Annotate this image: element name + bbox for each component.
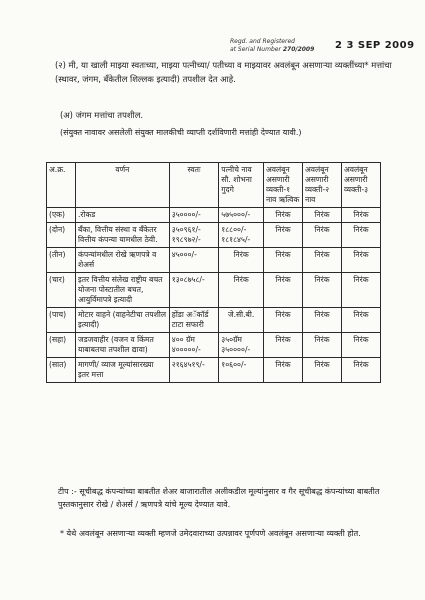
cell-dependent-2: निरंक bbox=[302, 248, 341, 273]
cell-dependent-1: निरंक bbox=[264, 208, 303, 223]
stamp-date: 2 3 SEP 2009 bbox=[335, 40, 415, 51]
cell-dependent-3: निरंक bbox=[341, 273, 380, 308]
col-header-serial: अ.क्र. bbox=[47, 163, 76, 208]
table-row bbox=[47, 208, 381, 223]
cell-self: ४०० ग्रॅम ४०००००/- bbox=[169, 333, 218, 358]
cell-serial: (तीन) bbox=[47, 248, 76, 273]
cell-serial: (चार) bbox=[47, 273, 76, 308]
table-row bbox=[47, 273, 381, 308]
cell-description: .रोकड bbox=[75, 208, 169, 223]
cell-serial: (दोन) bbox=[47, 223, 76, 248]
table-header-row bbox=[47, 163, 381, 208]
cell-dependent-3: निरंक bbox=[341, 208, 380, 223]
cell-serial: (सात) bbox=[47, 358, 76, 383]
cell-self: ३५००००/- bbox=[169, 208, 218, 223]
cell-spouse: १८८००/- १८१८४५/- bbox=[219, 223, 264, 248]
cell-self: १३०८७५८/- bbox=[169, 273, 218, 308]
section-heading: (अ) जंगम मत्तांचा तपशील. bbox=[60, 110, 144, 120]
col-header-dependent-1: अवलंबून असणारी व्यक्ती-१ नाव ऋत्विक bbox=[264, 163, 303, 208]
intro-paragraph: (२) मी, या खाली माझ्या स्वतःच्या, माझ्या पत्नीच्या/ पतीच्या व माझ्यावर अवलंबून असणाऱ्या व्यक्तींच्या* मत्तांचा (स्थावर, जंगम, बँकेतील शिल्लक इत्यादी) तपशील देत आहे. bbox=[55, 60, 392, 84]
cell-self: ४५०००/- bbox=[169, 248, 218, 273]
table-row bbox=[47, 333, 381, 358]
table-row bbox=[47, 248, 381, 273]
cell-spouse: निरंक bbox=[219, 273, 264, 308]
cell-dependent-1: निरंक bbox=[264, 273, 303, 308]
cell-dependent-3: निरंक bbox=[341, 333, 380, 358]
cell-dependent-2: निरंक bbox=[302, 223, 341, 248]
cell-dependent-2: निरंक bbox=[302, 308, 341, 333]
cell-dependent-1: निरंक bbox=[264, 333, 303, 358]
col-header-spouse: पत्नीचे नाव सौ. शोभना गुदगे bbox=[219, 163, 264, 208]
stamp-reference: 270/2009 bbox=[282, 46, 315, 53]
movable-assets-table bbox=[46, 162, 381, 383]
cell-dependent-3: निरंक bbox=[341, 248, 380, 273]
cell-description: इतर वित्तीय संलेख राष्ट्रीय बचत योजना पोस्टातील बचत, आयुर्विमापत्रे इत्यादी bbox=[75, 273, 169, 308]
cell-serial: (पाच) bbox=[47, 308, 76, 333]
cell-dependent-2: निरंक bbox=[302, 333, 341, 358]
table-row bbox=[47, 223, 381, 248]
cell-description: मोटार वाहने (वाहनेटीचा तपशील इत्यादी) bbox=[75, 308, 169, 333]
cell-dependent-1: निरंक bbox=[264, 223, 303, 248]
cell-spouse: जे.सी.बी. bbox=[219, 308, 264, 333]
col-header-self: स्वतः bbox=[169, 163, 218, 208]
section-note: (संयुक्त नावावर असलेली संयुक्त मालकीची व्याप्ती दर्शविणारी मत्तांही देण्यात यावी.) bbox=[60, 128, 302, 137]
cell-dependent-3: निरंक bbox=[341, 358, 380, 383]
cell-spouse: ३५०ग्रॅम ३५००००/- bbox=[219, 333, 264, 358]
cell-serial: (एक) bbox=[47, 208, 76, 223]
registration-stamp bbox=[230, 38, 314, 54]
cell-dependent-2: निरंक bbox=[302, 208, 341, 223]
cell-dependent-2: निरंक bbox=[302, 273, 341, 308]
cell-dependent-3: निरंक bbox=[341, 223, 380, 248]
cell-spouse: १०६००/- bbox=[219, 358, 264, 383]
table-row bbox=[47, 358, 381, 383]
cell-self: ३५०९६१/- १९८९७२/- bbox=[169, 223, 218, 248]
col-header-dependent-3: अवलंबून असणारी व्यक्ती-३ bbox=[341, 163, 380, 208]
stamp-line-1: Regd. and Registered bbox=[230, 38, 295, 45]
cell-self: होंडा अॅकॉर्ड टाटा सफारी bbox=[169, 308, 218, 333]
cell-serial: (सहा) bbox=[47, 333, 76, 358]
cell-description: बँका, वित्तीय संस्था व बँकेतर वित्तीय कंपन्या यामधील ठेवी. bbox=[75, 223, 169, 248]
footnote-note: टीप :- सूचीबद्ध कंपन्यांच्या बाबतीत शेअर बाजारातील अलीकडील मूल्यांनुसार व गैर सूचीबद्ध कंपन्यांच्या बाबतीत पुस्तकानुसार रोखे / शेअर्स / ऋणपत्रे यांचे मूल्य देण्यात यावे. bbox=[58, 487, 380, 509]
cell-spouse: निरंक bbox=[219, 248, 264, 273]
cell-dependent-3: निरंक bbox=[341, 308, 380, 333]
cell-dependent-1: निरंक bbox=[264, 248, 303, 273]
col-header-dependent-2: अवलंबून असणारी व्यक्ती-२ नाव bbox=[302, 163, 341, 208]
cell-dependent-1: निरंक bbox=[264, 358, 303, 383]
cell-dependent-2: निरंक bbox=[302, 358, 341, 383]
cell-description: जडजवाहीर (वजन व किंमत याबाबतचा तपशील द्यावा) bbox=[75, 333, 169, 358]
footnote-dependents: * येथे अवलंबून असणाऱ्या व्यक्ती म्हणजे उमेदवाराच्या उत्पन्नावर पूर्णपणे अवलंबून असणाऱ्या व्यक्ती होत. bbox=[60, 529, 361, 538]
stamp-line-2: at Serial Number bbox=[230, 46, 281, 53]
cell-spouse: ५७५०००/- bbox=[219, 208, 264, 223]
cell-dependent-1: निरंक bbox=[264, 308, 303, 333]
cell-self: २१६४५१९/- bbox=[169, 358, 218, 383]
table-row bbox=[47, 308, 381, 333]
cell-description: कंपन्यांमधील रोखे ऋणपत्रे व शेअर्स bbox=[75, 248, 169, 273]
cell-description: मागणी/ व्याज मूल्यांसारख्या इतर मत्ता bbox=[75, 358, 169, 383]
col-header-description: वर्णन bbox=[75, 163, 169, 208]
